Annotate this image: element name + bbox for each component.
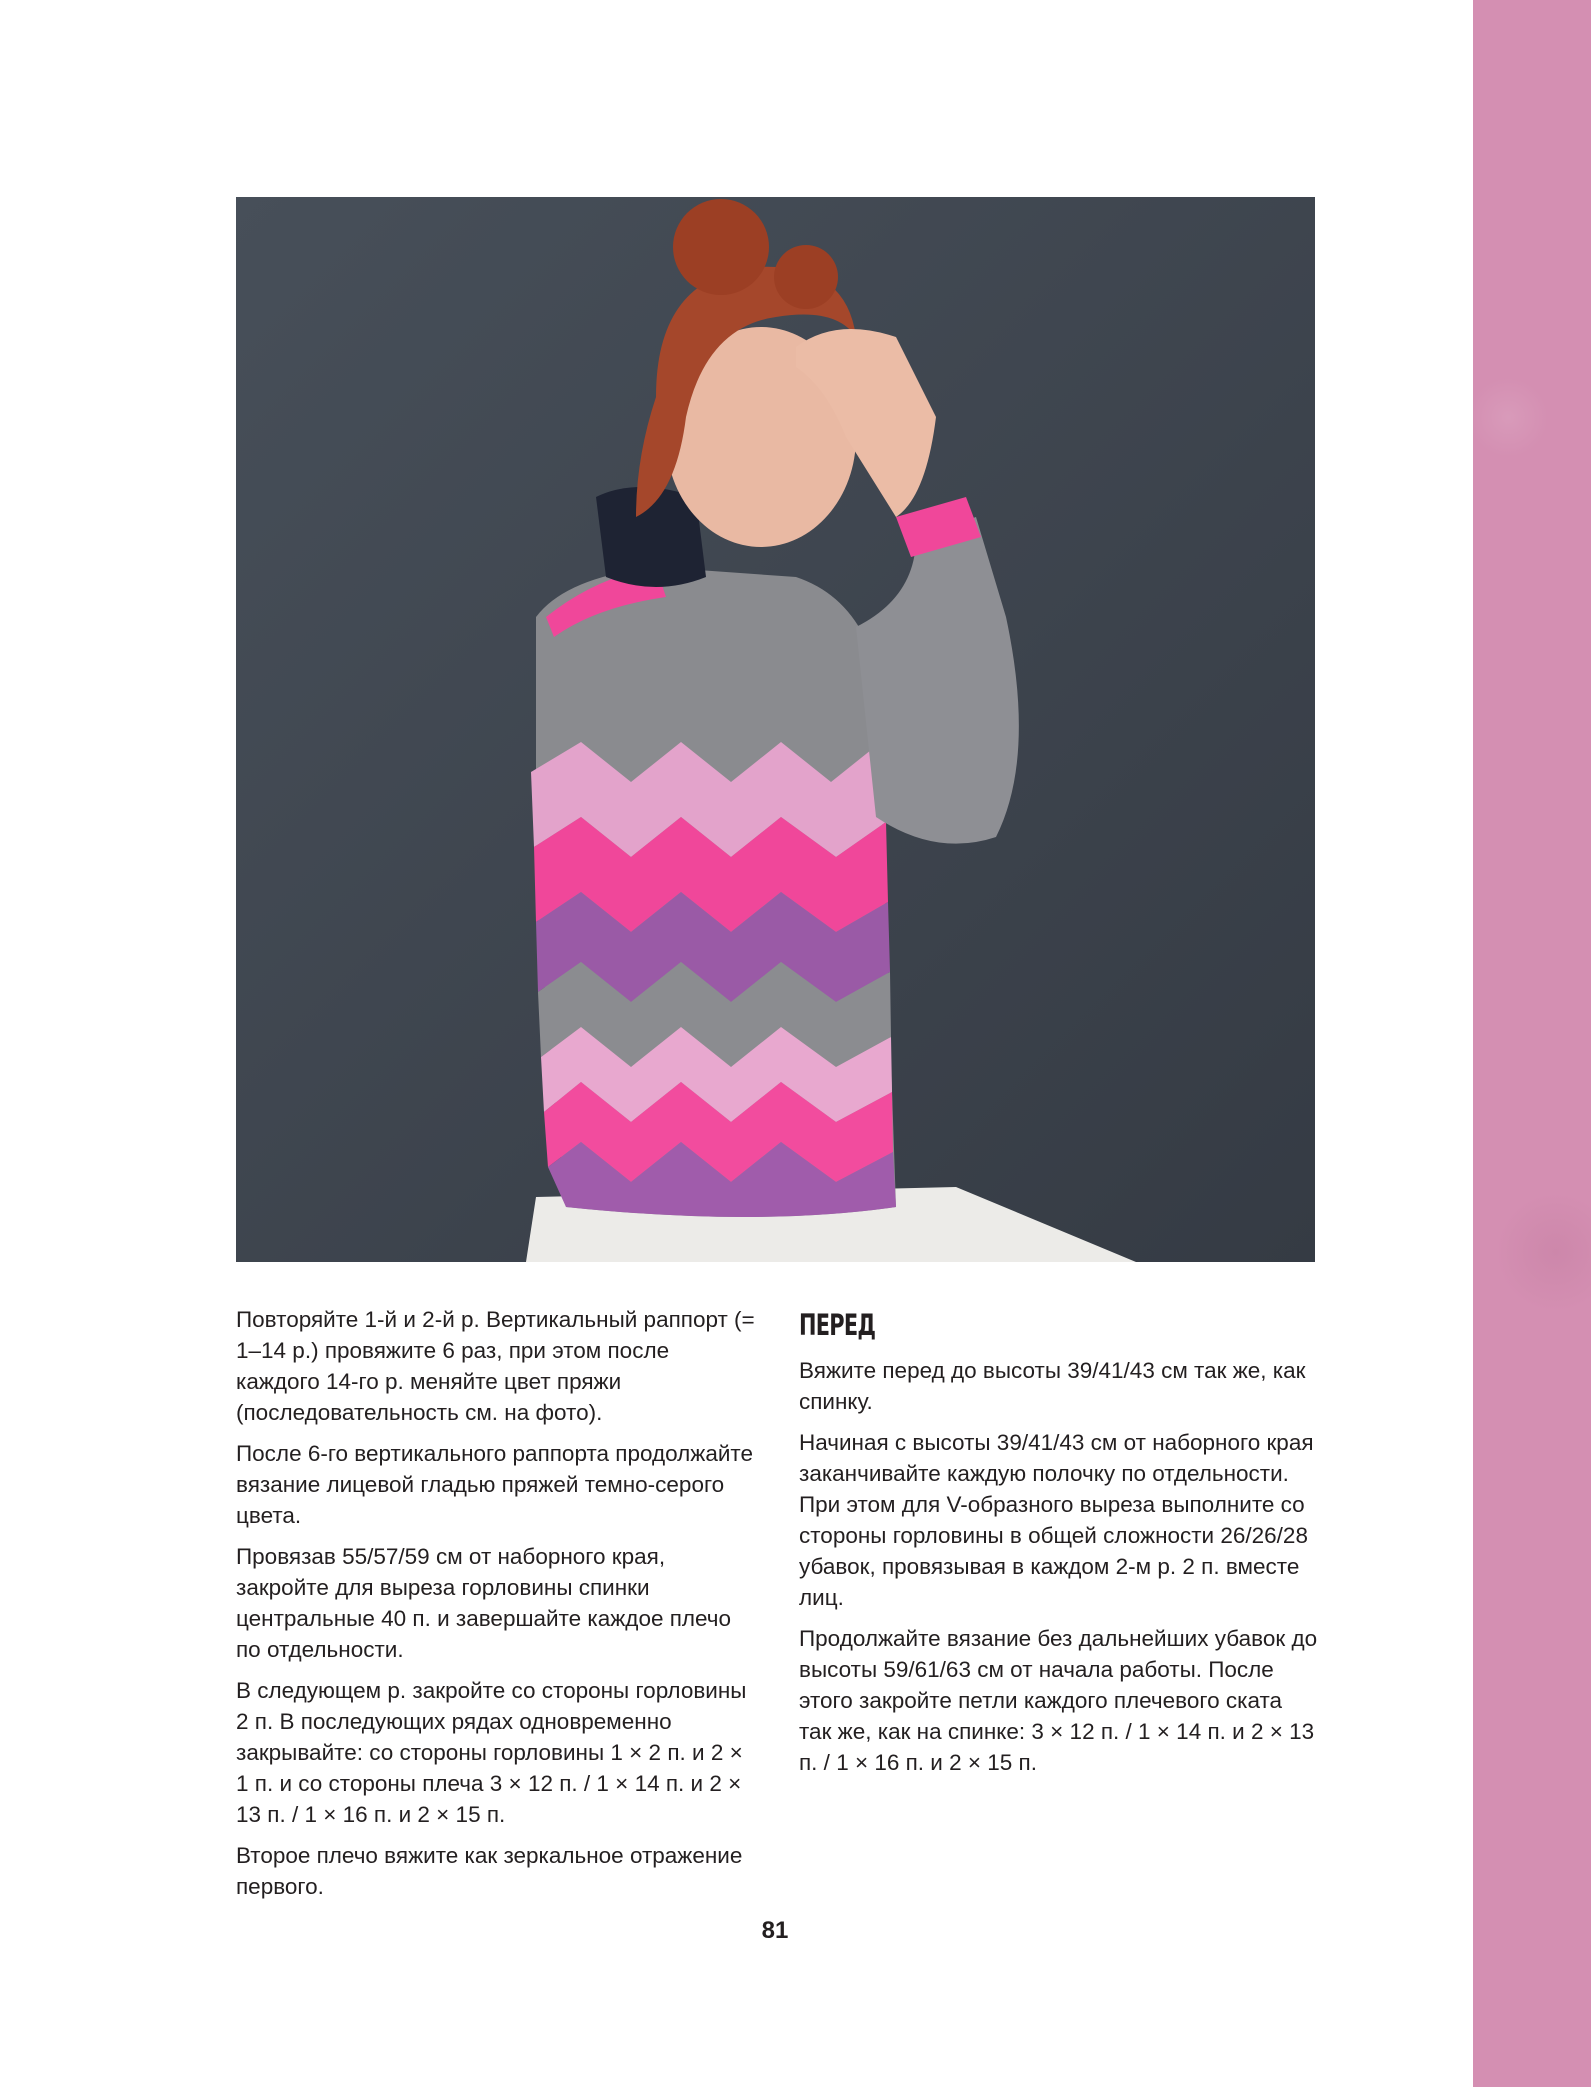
- sweater-photo: [236, 197, 1315, 1262]
- paragraph: Вяжите перед до высоты 39/41/43 см так же, как спинку.: [799, 1358, 1306, 1414]
- decorative-side-strip: [1473, 0, 1591, 2087]
- paragraph: Повторяйте 1-й и 2-й р. Вертикальный раппорт (= 1–14 р.) провяжите 6 раз, при этом после каждого 14-го р. меняйте цвет пряжи (последовательность см. на фото).: [236, 1307, 755, 1425]
- paragraph: Начиная с высоты 39/41/43 см от наборного края заканчивайте каждую полочку по отдельности. При этом для V-образного выреза выполните со стороны горловины в общей сложности 26/26/28 убавок, провязывая в каждом 2-м р. 2 п. вместе лиц.: [799, 1430, 1314, 1610]
- paragraph: Второе плечо вяжите как зеркальное отражение первого.: [236, 1843, 743, 1899]
- right-text-column: [799, 1304, 1319, 1788]
- paragraph: Провязав 55/57/59 см от наборного края, закройте для выреза горловины спинки центральные 40 п. и завершайте каждое плечо по отдельности.: [236, 1544, 732, 1662]
- paragraph: Продолжайте вязание без дальнейших убавок до высоты 59/61/63 см от начала работы. После этого закройте петли каждого плечевого ската так же, как на спинке: 3 × 12 п. / 1 × 14 п. и 2 × 13 п. / 1 × 16 п. и 2 × 15 п.: [799, 1626, 1318, 1775]
- page-number: 81: [761, 1917, 789, 1944]
- paragraph: После 6-го вертикального раппорта продолжайте вязание лицевой гладью пряжей темно-серого цвета.: [236, 1441, 753, 1528]
- model-illustration: [236, 197, 1315, 1262]
- left-text-column: [236, 1304, 756, 1912]
- section-heading: ПЕРЕД: [799, 1308, 876, 1342]
- paragraph: В следующем р. закройте со стороны горловины 2 п. В последующих рядах одновременно закрывайте: со стороны горловины 1 × 2 п. и 2 × 1 п. и со стороны плеча 3 × 12 п. / 1 × 14 п. и 2 × 13 п. / 1 × 16 п. и 2 × 15 п.: [236, 1678, 747, 1827]
